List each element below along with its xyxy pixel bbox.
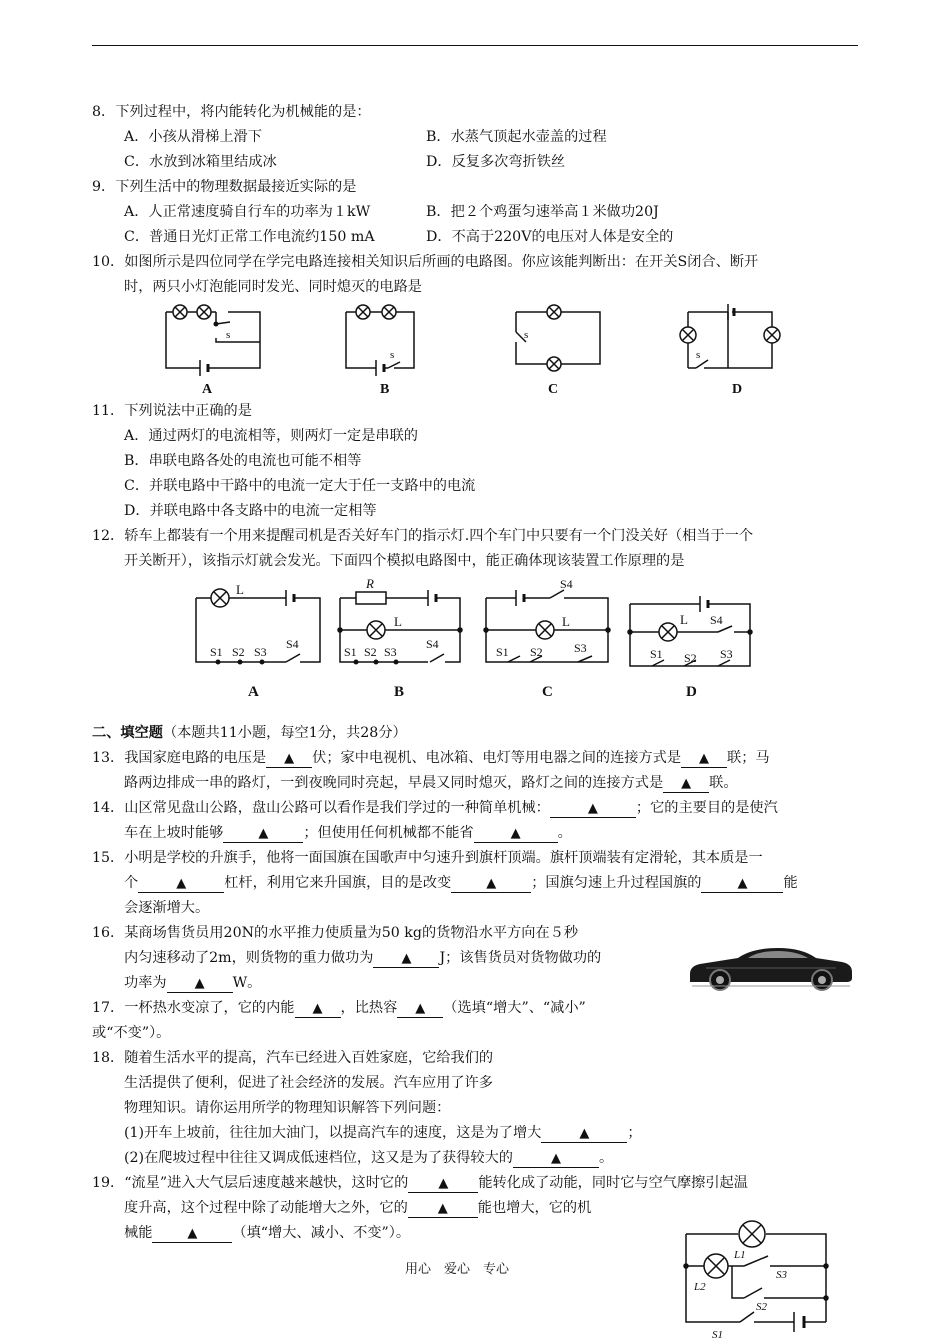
q9-option-a: A．人正常速度骑自行车的功率为１kW	[124, 204, 371, 220]
q11-option-a: A．通过两灯的电流相等，则两灯一定是串联的	[124, 428, 418, 444]
q12-b-s1: S1	[344, 645, 357, 659]
q18-blank-1[interactable]: ▲	[541, 1125, 627, 1143]
q14-blank-2[interactable]: ▲	[223, 825, 303, 843]
q15-text-4: ；国旗匀速上升过程国旗的	[531, 875, 702, 891]
q10-d-switch-label: s	[696, 349, 701, 361]
q14-text-1: 14．山区常见盘山公路，盘山公路可以看作是我们学过的一种简单机械：	[92, 800, 550, 816]
q13-line2	[124, 774, 738, 793]
q13-text-4: 路两边排成一串的路灯，一到夜晚同时亮起，早晨又同时熄灭，路灯之间的连接方式是	[124, 775, 664, 791]
q18-text-7: 。	[598, 1150, 614, 1166]
q13-text-5: 联。	[709, 775, 738, 791]
section2-heading	[92, 724, 407, 743]
q19-s3-label: S3	[776, 1269, 787, 1281]
q19-l2-label: L2	[694, 1281, 706, 1293]
q19-s2-label: S2	[756, 1301, 767, 1313]
q12-circuit-a	[196, 582, 320, 700]
q12-label-a: A	[248, 684, 259, 700]
q16-blank-1[interactable]: ▲	[373, 950, 439, 968]
q17-text-1: 17．一杯热水变凉了，它的内能	[92, 1000, 295, 1016]
q14-text-4: ；但使用任何机械都不能省	[303, 825, 474, 841]
q15-blank-1[interactable]: ▲	[138, 875, 224, 893]
q12-c-s1: S1	[496, 645, 509, 659]
q10-line2: 时，两只小灯泡能同时发光、同时熄灭的电路是	[124, 279, 422, 295]
q10-b-switch-label: s	[390, 349, 395, 361]
q10-label-b: B	[380, 382, 390, 397]
q14-blank-1[interactable]: ▲	[550, 800, 636, 818]
q10-circuit-b	[346, 305, 414, 397]
q19-circuit-figure	[680, 1212, 840, 1340]
q12-circuit-b	[338, 576, 462, 700]
q16-line2	[124, 949, 601, 968]
header-rule	[92, 45, 858, 46]
q18-text-6: (2)在爬坡过程中往往又调成低速档位，这又是为了获得较大的	[124, 1150, 513, 1166]
q12-a-s3: S3	[254, 645, 267, 659]
q15-line3: 会逐渐增大。	[124, 900, 210, 916]
q10-circuits-figure	[150, 298, 810, 398]
q19-blank-1[interactable]: ▲	[408, 1175, 478, 1193]
q12-label-d: D	[686, 684, 697, 700]
q10-label-a: A	[202, 382, 213, 397]
q12-b-resistor-label: R	[366, 576, 374, 591]
q12-a-s4: S4	[286, 637, 299, 651]
q12-b-s2: S2	[364, 645, 377, 659]
q14-text-2: ；它的主要目的是使汽	[635, 800, 778, 816]
q12-a-lamp-label: L	[236, 582, 244, 597]
q16-text-2: 内匀速移动了2m，则货物的重力做功为	[124, 950, 374, 966]
q13-blank-2[interactable]: ▲	[681, 750, 727, 768]
q18-blank-2[interactable]: ▲	[513, 1150, 599, 1168]
q14-text-5: 。	[557, 825, 572, 841]
q13-text-1: 13．我国家庭电路的电压是	[92, 750, 267, 766]
q12-d-s4: S4	[710, 613, 723, 627]
q12-d-s1: S1	[650, 647, 663, 661]
q12-label-c: C	[542, 684, 553, 700]
q10-label-d: D	[732, 382, 743, 397]
page-footer: 用心 爱心 专心	[405, 1262, 510, 1277]
q18-line4	[124, 1124, 642, 1143]
q16-text-5: W。	[232, 975, 262, 991]
q11-option-c: C．并联电路中干路中的电流一定大于任一支路中的电流	[124, 478, 476, 494]
q18-line2: 生活提供了便利，促进了社会经济的发展。汽车应用了许多	[124, 1075, 493, 1091]
q19-blank-3[interactable]: ▲	[152, 1225, 232, 1243]
q10-label-c: C	[548, 382, 559, 397]
q19-text-5: 械能	[124, 1225, 153, 1241]
q19-line3	[124, 1224, 410, 1243]
q19-text-1: 19．“流星”进入大气层后速度越来越快，这时它的	[92, 1175, 409, 1191]
q12-c-s4: S4	[560, 577, 573, 591]
q12-d-lamp-label: L	[680, 612, 688, 627]
q10-circuit-d	[680, 304, 780, 397]
q8-option-c: C．水放到冰箱里结成冰	[124, 154, 277, 170]
q14-line2	[124, 824, 572, 843]
q10-circuit-c	[516, 305, 600, 397]
q16-text-4: 功率为	[124, 975, 167, 991]
q10-circuit-a	[166, 305, 260, 397]
q17-line2: 或“不变”）。	[92, 1025, 171, 1041]
q15-blank-3[interactable]: ▲	[701, 875, 783, 893]
q17-blank-1[interactable]: ▲	[295, 1000, 341, 1018]
section2-title: 二、填空题	[92, 725, 163, 741]
q19-l1-label: L1	[734, 1249, 746, 1261]
q12-label-b: B	[394, 684, 405, 700]
q12-line2: 开关断开），该指示灯就会发光。下面四个模拟电路图中，能正确体现该装置工作原理的是	[124, 553, 685, 569]
q12-b-lamp-label: L	[394, 614, 402, 629]
q12-b-s3: S3	[384, 645, 397, 659]
q19-text-3: 度升高，这个过程中除了动能增大之外，它的	[124, 1200, 408, 1216]
q8-option-d: D．反复多次弯折铁丝	[426, 154, 566, 170]
q15-blank-2[interactable]: ▲	[451, 875, 531, 893]
q10-line1: 10．如图所示是四位同学在学完电路连接相关知识后所画的电路图。你应该能判断出：在开关S闭合、断开	[92, 254, 759, 270]
q12-line1: 12．轿车上都装有一个用来提醒司机是否关好车门的指示灯.四个车门中只要有一个门没关好（相当于一个	[92, 528, 754, 544]
q16-line3	[124, 974, 261, 993]
q11-stem: 11．下列说法中正确的是	[92, 403, 252, 419]
q17-text-3: （选填“增大”、“减小”	[443, 1000, 586, 1016]
q12-c-s3: S3	[574, 641, 587, 655]
q15-text-5: 能	[783, 875, 798, 891]
sports-car-illustration	[686, 940, 856, 992]
q18-text-5: ；	[627, 1125, 642, 1141]
q12-d-s2: S2	[684, 651, 697, 665]
q12-b-s4: S4	[426, 637, 439, 651]
q19-blank-2[interactable]: ▲	[408, 1200, 478, 1218]
q12-a-s2: S2	[232, 645, 245, 659]
q19-text-4: 能也增大，它的机	[477, 1200, 592, 1216]
q9-option-c: C．普通日光灯正常工作电流约150 mA	[124, 229, 375, 245]
q14-text-3: 车在上坡时能够	[124, 825, 224, 841]
q8-stem: 8．下列过程中，将内能转化为机械能的是：	[92, 104, 371, 120]
q14-blank-3[interactable]: ▲	[474, 825, 558, 843]
q15-line1: 15．小明是学校的升旗手，他将一面国旗在国歌声中匀速升到旗杆顶端。旗杆顶端装有定滑轮，其本质是一	[92, 850, 763, 866]
q12-circuit-d	[628, 596, 752, 700]
q18-line5	[124, 1149, 613, 1168]
q18-text-4: (1)开车上坡前，往往加大油门，以提高汽车的速度，这是为了增大	[124, 1125, 542, 1141]
q13-line1	[92, 749, 770, 768]
q19-line2	[124, 1199, 591, 1218]
q18-line1: 18．随着生活水平的提高，汽车已经进入百姓家庭，它给我们的	[92, 1050, 494, 1066]
q14-line1	[92, 799, 778, 818]
q13-text-3: 联；马	[727, 750, 770, 766]
q19-text-2: 能转化成了动能，同时它与空气摩擦引起温	[478, 1175, 748, 1191]
q17-text-2: ，比热容	[340, 1000, 398, 1016]
q9-option-d: D．不高于220V的电压对人体是安全的	[426, 229, 674, 245]
q15-text-3: 杠杆，利用它来升国旗，目的是改变	[224, 875, 452, 891]
q9-stem: 9．下列生活中的物理数据最接近实际的是	[92, 179, 357, 195]
q11-option-b: B．串联电路各处的电流也可能不相等	[124, 453, 362, 469]
q16-text-3: J；该售货员对货物做功的	[439, 950, 602, 966]
q13-text-2: 伏；家中电视机、电冰箱、电灯等用电器之间的连接方式是	[312, 750, 682, 766]
section2-note: （本题共11小题，每空1分，共28分）	[162, 725, 407, 741]
q10-c-switch-label: s	[524, 329, 529, 341]
q11-option-d: D．并联电路中各支路中的电流一定相等	[124, 503, 377, 519]
q12-a-s1: S1	[210, 645, 223, 659]
q8-option-b: B．水蒸气顶起水壶盖的过程	[426, 129, 607, 145]
q19-s1-label: S1	[712, 1329, 723, 1340]
q18-line3: 物理知识。请你运用所学的物理知识解答下列问题：	[124, 1100, 451, 1116]
q9-option-b: B．把２个鸡蛋匀速举高１米做功20J	[426, 204, 659, 220]
q13-blank-1[interactable]: ▲	[266, 750, 312, 768]
q19-line1	[92, 1174, 748, 1193]
q16-blank-2[interactable]: ▲	[167, 975, 233, 993]
q17-blank-2[interactable]: ▲	[397, 1000, 443, 1018]
q10-a-switch-label: s	[226, 329, 231, 341]
q16-line1: 16．某商场售货员用20N的水平推力使质量为50 kg的货物沿水平方向在５秒	[92, 925, 579, 941]
q12-circuit-c	[484, 577, 610, 700]
q15-line2	[124, 874, 798, 893]
q15-text-2: 个	[124, 875, 139, 891]
q13-blank-3[interactable]: ▲	[663, 775, 709, 793]
q12-c-lamp-label: L	[562, 614, 570, 629]
q12-d-s3: S3	[720, 647, 733, 661]
q12-circuits-figure	[190, 576, 770, 706]
q8-option-a: A．小孩从滑梯上滑下	[124, 129, 262, 145]
q19-text-6: （填“增大、减小、不变”）。	[232, 1225, 411, 1241]
q17-line1	[92, 999, 586, 1018]
q12-c-s2: S2	[530, 645, 543, 659]
